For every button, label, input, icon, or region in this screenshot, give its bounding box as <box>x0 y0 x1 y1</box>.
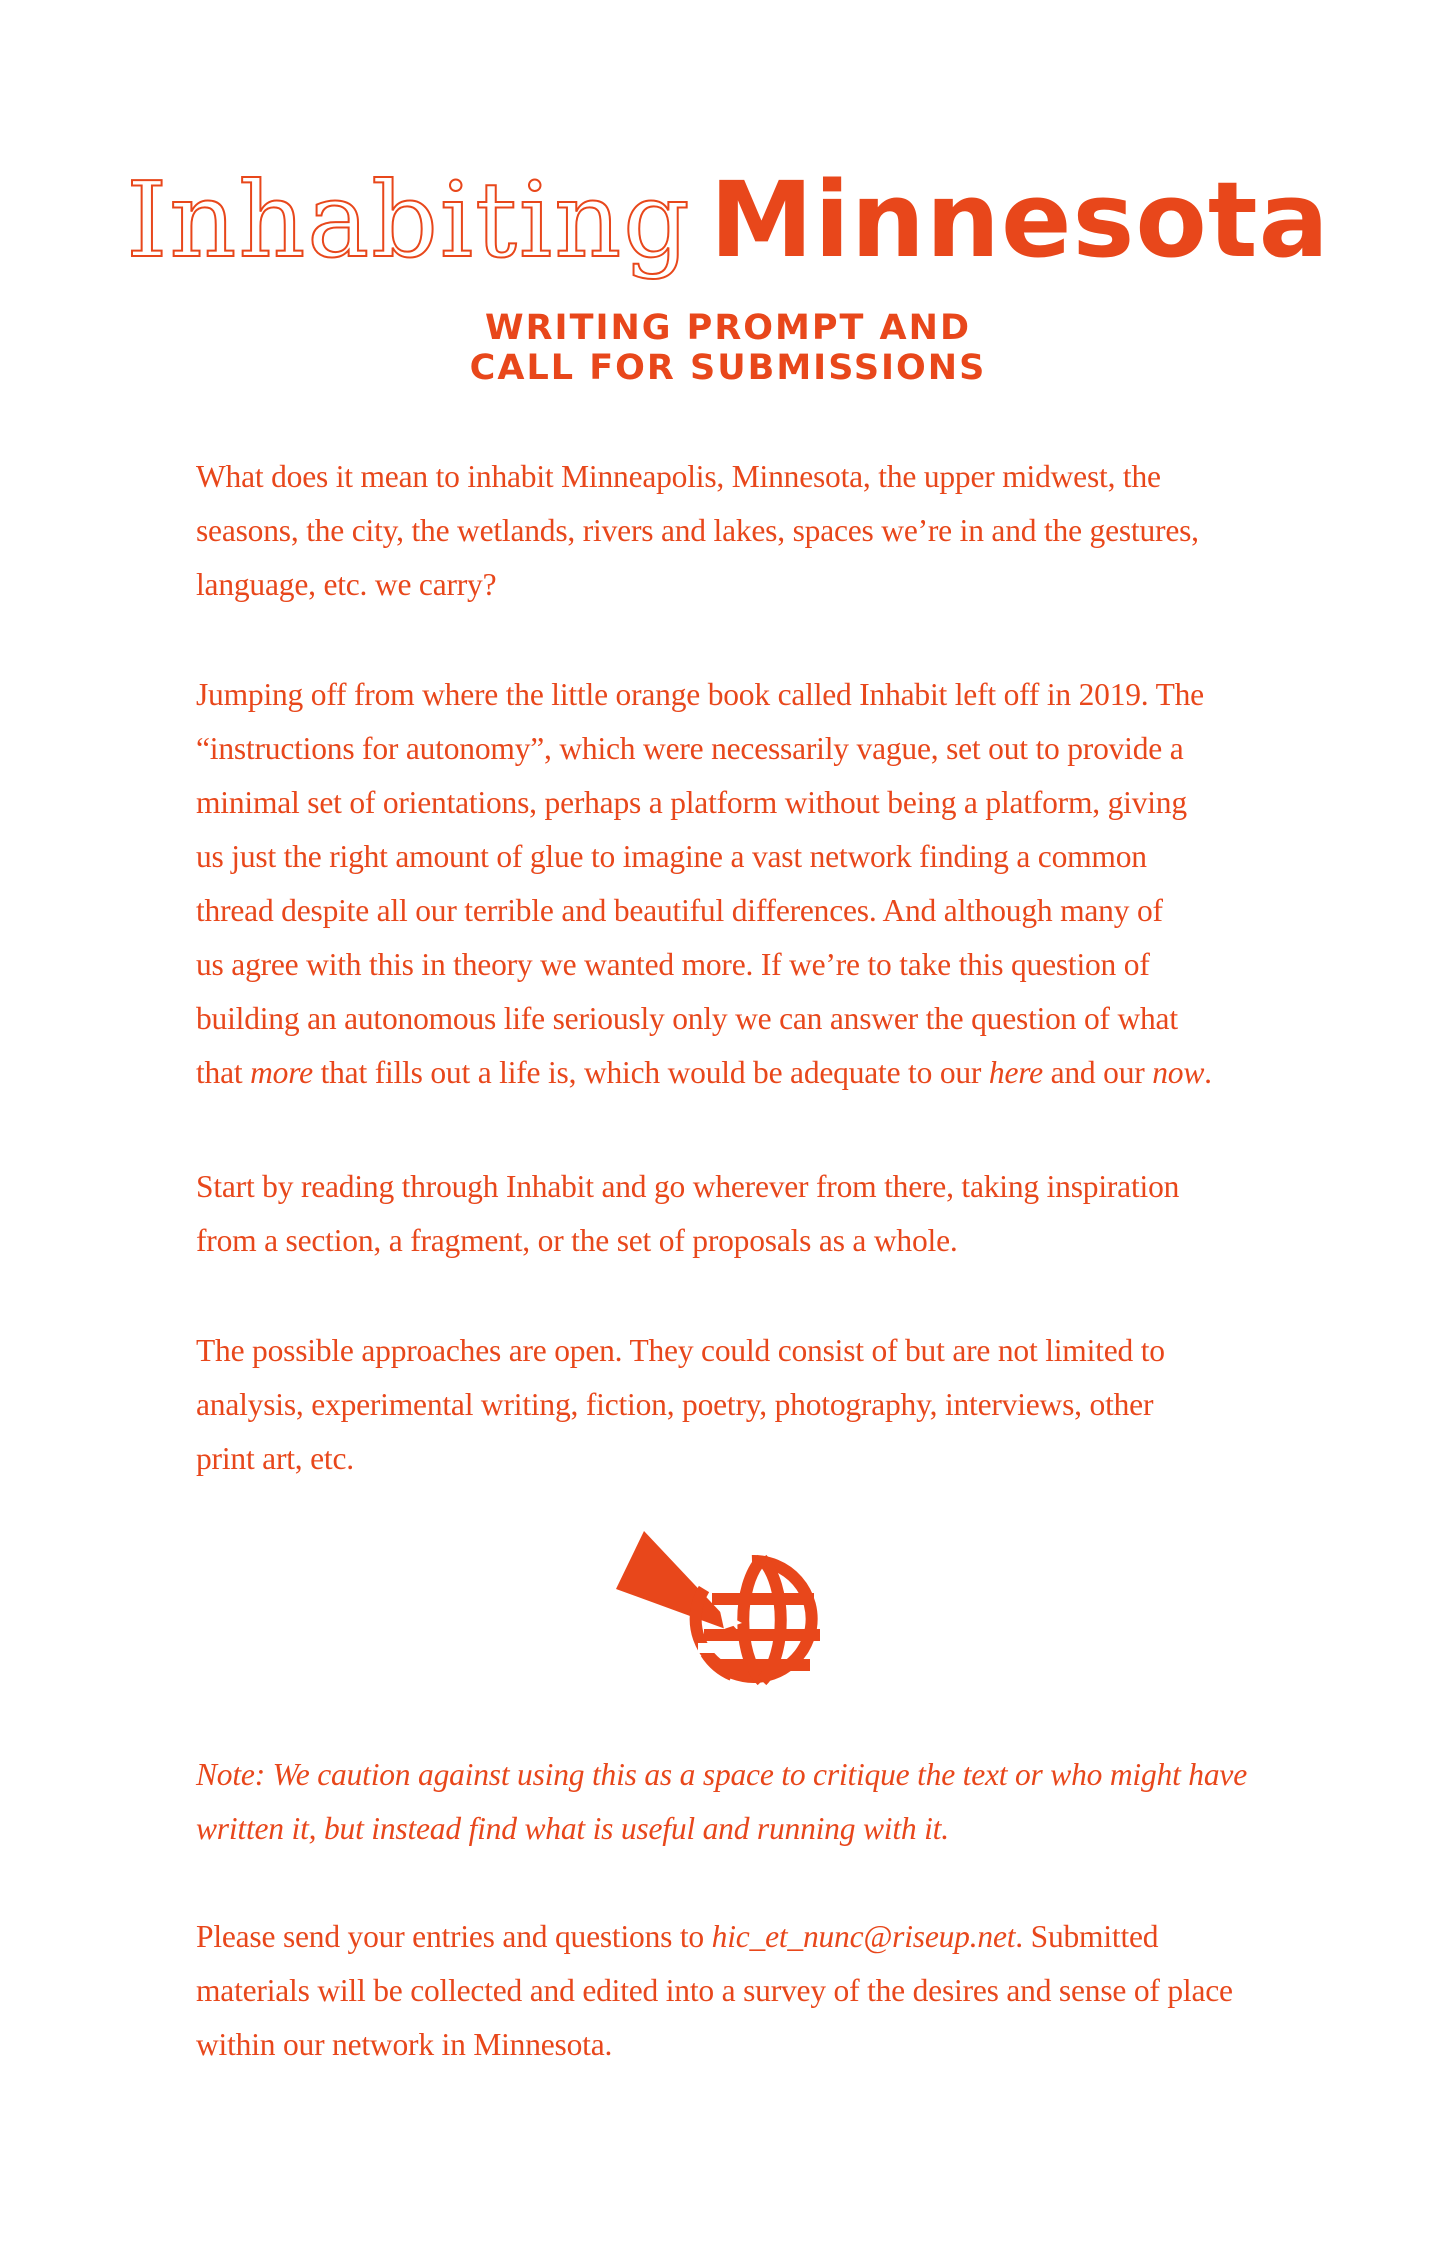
note-line: Note: We caution against using this as a space to critique the text or who might have <box>196 1757 1247 1792</box>
intro-line: seasons, the city, the wetlands, rivers and lakes, spaces we’re in and the gestures, <box>196 513 1199 548</box>
approaches-line: The possible approaches are open. They could consist of but are not limited to <box>196 1333 1165 1368</box>
emphasis-now: now <box>1152 1055 1205 1090</box>
background-line: Jumping off from where the little orange book called Inhabit left off in 2019. The <box>196 677 1204 712</box>
emphasis-more: more <box>250 1055 313 1090</box>
emphasis-here: here <box>988 1055 1043 1090</box>
globe-with-cone-icon <box>602 1525 842 1705</box>
start-paragraph <box>196 1160 1276 1268</box>
background-line: “instructions for autonomy”, which were necessarily vague, set out to provide a <box>196 731 1184 766</box>
note-line: written it, but instead find what is useful and running with it. <box>196 1811 949 1846</box>
page-subtitle <box>0 308 1456 388</box>
title-solid-word: Minnesota <box>709 159 1330 281</box>
background-last-line: that more that fills out a life is, which would be adequate to our here and our now. <box>196 1055 1212 1090</box>
background-line: thread despite all our terrible and beautiful differences. And although many of <box>196 893 1163 928</box>
closing-line: within our network in Minnesota. <box>196 2027 613 2062</box>
contact-email[interactable]: hic_et_nunc@riseup.net <box>711 1919 1016 1954</box>
intro-line: What does it mean to inhabit Minneapolis, Minnesota, the upper midwest, the <box>196 459 1161 494</box>
background-paragraph <box>196 668 1276 1100</box>
intro-paragraph <box>196 450 1276 612</box>
background-line: building an autonomous life seriously only we can answer the question of what <box>196 1001 1178 1036</box>
note-paragraph <box>196 1748 1276 1856</box>
subtitle-line-1: WRITING PROMPT AND <box>484 308 971 348</box>
background-line: us agree with this in theory we wanted more. If we’re to take this question of <box>196 947 1150 982</box>
approaches-paragraph <box>196 1324 1276 1486</box>
closing-line: Please send your entries and questions to hic_et_nunc@riseup.net. Submitted <box>196 1919 1159 1954</box>
start-line: from a section, a fragment, or the set of proposals as a whole. <box>196 1223 958 1258</box>
start-line: Start by reading through Inhabit and go wherever from there, taking inspiration <box>196 1169 1180 1204</box>
approaches-line: analysis, experimental writing, fiction, poetry, photography, interviews, other <box>196 1387 1154 1422</box>
intro-line: language, etc. we carry? <box>196 567 497 602</box>
approaches-line: print art, etc. <box>196 1441 354 1476</box>
title-outline-word: Inhabiting <box>126 159 692 281</box>
closing-line: materials will be collected and edited into a survey of the desires and sense of place <box>196 1973 1233 2008</box>
page-title <box>0 150 1456 290</box>
background-line: minimal set of orientations, perhaps a platform without being a platform, giving <box>196 785 1187 820</box>
subtitle-line-2: CALL FOR SUBMISSIONS <box>469 348 987 388</box>
background-line: us just the right amount of glue to imagine a vast network finding a common <box>196 839 1147 874</box>
closing-paragraph <box>196 1910 1276 2072</box>
